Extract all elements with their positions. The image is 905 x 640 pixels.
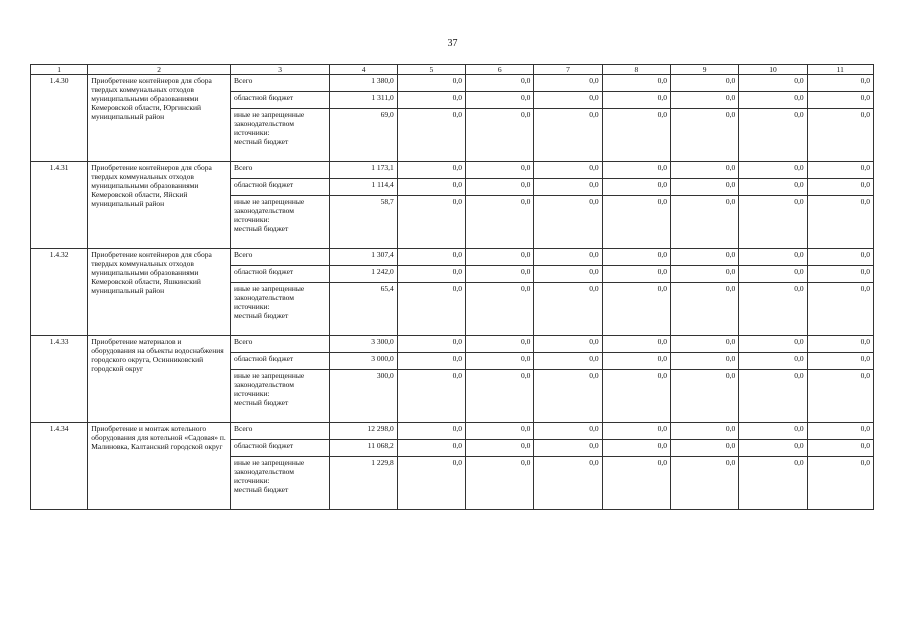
- regional-value: 0,0: [534, 266, 602, 283]
- regional-value: 0,0: [397, 179, 465, 196]
- total-value: 0,0: [534, 249, 602, 266]
- row-name: Приобретение контейнеров для сбора твердых коммунальных отходов муниципальными образованиями Кемеровской области, Яйский муниципальный район: [88, 162, 231, 249]
- regional-value: 0,0: [466, 440, 534, 457]
- local-value: 0,0: [397, 370, 465, 423]
- local-budget-label: местный бюджет: [233, 137, 289, 146]
- page-number: 37: [447, 38, 458, 49]
- local-value: 0,0: [739, 283, 807, 336]
- regional-value: 0,0: [397, 266, 465, 283]
- total-value: 0,0: [397, 249, 465, 266]
- regional-value: 0,0: [602, 179, 670, 196]
- column-number: 2: [88, 65, 231, 75]
- total-value: 0,0: [739, 75, 807, 92]
- local-value: 0,0: [807, 283, 873, 336]
- column-number: 3: [230, 65, 329, 75]
- regional-value: 0,0: [534, 179, 602, 196]
- total-value: 1 380,0: [330, 75, 397, 92]
- total-value: 0,0: [807, 423, 873, 440]
- regional-value: 0,0: [807, 92, 873, 109]
- local-value: 58,7: [330, 196, 397, 249]
- source-label-total: Всего: [230, 423, 329, 440]
- regional-value: 0,0: [466, 353, 534, 370]
- row-name: Приобретение контейнеров для сбора твердых коммунальных отходов муниципальными образованиями Кемеровской области, Яшкинский муниципальный район: [88, 249, 231, 336]
- source-label-regional: областной бюджет: [230, 440, 329, 457]
- other-sources-label: иные не запрещенные законодательством источники:: [233, 371, 305, 398]
- column-number: 8: [602, 65, 670, 75]
- table-row: [31, 249, 874, 266]
- regional-value: 1 242,0: [330, 266, 397, 283]
- local-value: 0,0: [466, 457, 534, 510]
- regional-value: 0,0: [739, 353, 807, 370]
- row-name: Приобретение контейнеров для сбора твердых коммунальных отходов муниципальными образованиями Кемеровской области, Юргинский муниципальный район: [88, 75, 231, 162]
- other-sources-label: иные не запрещенные законодательством источники:: [233, 197, 305, 224]
- table-row: [31, 336, 874, 353]
- source-label-regional: областной бюджет: [230, 353, 329, 370]
- local-value: 0,0: [466, 283, 534, 336]
- regional-value: 0,0: [739, 179, 807, 196]
- local-value: 0,0: [534, 196, 602, 249]
- local-value: 0,0: [534, 370, 602, 423]
- local-value: 0,0: [397, 283, 465, 336]
- total-value: 0,0: [670, 75, 738, 92]
- total-value: 0,0: [466, 336, 534, 353]
- source-label-regional: областной бюджет: [230, 179, 329, 196]
- total-value: 12 298,0: [330, 423, 397, 440]
- regional-value: 0,0: [739, 266, 807, 283]
- total-value: 0,0: [534, 162, 602, 179]
- source-label-total: Всего: [230, 249, 329, 266]
- local-value: 0,0: [739, 370, 807, 423]
- total-value: 0,0: [466, 249, 534, 266]
- local-value: 0,0: [670, 109, 738, 162]
- total-value: 0,0: [397, 162, 465, 179]
- local-budget-label: местный бюджет: [233, 485, 289, 494]
- regional-value: 0,0: [807, 440, 873, 457]
- regional-value: 0,0: [807, 266, 873, 283]
- total-value: 0,0: [670, 249, 738, 266]
- regional-value: 0,0: [602, 266, 670, 283]
- regional-value: 0,0: [466, 179, 534, 196]
- regional-value: 0,0: [670, 353, 738, 370]
- other-sources-label: иные не запрещенные законодательством источники:: [233, 284, 305, 311]
- table-body: [31, 75, 874, 510]
- local-value: 0,0: [807, 196, 873, 249]
- regional-value: 0,0: [602, 92, 670, 109]
- regional-value: 0,0: [670, 92, 738, 109]
- other-sources-label: иные не запрещенные законодательством источники:: [233, 458, 305, 485]
- total-value: 3 300,0: [330, 336, 397, 353]
- local-value: 0,0: [397, 196, 465, 249]
- total-value: 0,0: [602, 423, 670, 440]
- total-value: 0,0: [602, 249, 670, 266]
- total-value: 0,0: [670, 336, 738, 353]
- total-value: 0,0: [466, 75, 534, 92]
- regional-value: 0,0: [670, 266, 738, 283]
- total-value: 0,0: [739, 423, 807, 440]
- regional-value: 0,0: [466, 266, 534, 283]
- total-value: 0,0: [739, 162, 807, 179]
- other-sources-label: иные не запрещенные законодательством источники:: [233, 110, 305, 137]
- row-name: Приобретение материалов и оборудования на объекты водоснабжения городского округа, Осинниковский городской округ: [88, 336, 231, 423]
- row-code: 1.4.33: [31, 336, 88, 423]
- total-value: 0,0: [739, 249, 807, 266]
- table-row: [31, 423, 874, 440]
- local-value: 0,0: [739, 109, 807, 162]
- local-value: 0,0: [534, 457, 602, 510]
- total-value: 0,0: [397, 336, 465, 353]
- local-value: 0,0: [670, 283, 738, 336]
- regional-value: 0,0: [466, 92, 534, 109]
- column-number: 11: [807, 65, 873, 75]
- row-code: 1.4.32: [31, 249, 88, 336]
- total-value: 0,0: [466, 423, 534, 440]
- source-label-regional: областной бюджет: [230, 266, 329, 283]
- regional-value: 0,0: [534, 440, 602, 457]
- regional-value: 0,0: [397, 92, 465, 109]
- source-label-total: Всего: [230, 162, 329, 179]
- total-value: 0,0: [534, 423, 602, 440]
- local-budget-label: местный бюджет: [233, 311, 289, 320]
- source-label-regional: областной бюджет: [230, 92, 329, 109]
- local-value: 0,0: [397, 457, 465, 510]
- local-value: 0,0: [534, 109, 602, 162]
- total-value: 0,0: [397, 75, 465, 92]
- total-value: 0,0: [534, 75, 602, 92]
- column-number: 5: [397, 65, 465, 75]
- local-value: 0,0: [739, 196, 807, 249]
- regional-value: 0,0: [534, 92, 602, 109]
- regional-value: 0,0: [670, 440, 738, 457]
- column-number: 4: [330, 65, 397, 75]
- regional-value: 11 068,2: [330, 440, 397, 457]
- local-value: 0,0: [466, 109, 534, 162]
- local-value: 0,0: [602, 196, 670, 249]
- regional-value: 1 311,0: [330, 92, 397, 109]
- total-value: 0,0: [670, 423, 738, 440]
- local-value: 0,0: [807, 109, 873, 162]
- source-label-other: [230, 196, 329, 249]
- budget-table: [30, 64, 874, 510]
- local-value: 69,0: [330, 109, 397, 162]
- regional-value: 3 000,0: [330, 353, 397, 370]
- source-label-other: [230, 457, 329, 510]
- source-label-total: Всего: [230, 75, 329, 92]
- local-value: 0,0: [670, 457, 738, 510]
- regional-value: 0,0: [397, 440, 465, 457]
- local-value: 1 229,8: [330, 457, 397, 510]
- total-value: 0,0: [670, 162, 738, 179]
- total-value: 0,0: [397, 423, 465, 440]
- total-value: 1 173,1: [330, 162, 397, 179]
- regional-value: 0,0: [807, 353, 873, 370]
- column-number: 1: [31, 65, 88, 75]
- total-value: 1 307,4: [330, 249, 397, 266]
- local-budget-label: местный бюджет: [233, 398, 289, 407]
- local-value: 0,0: [739, 457, 807, 510]
- regional-value: 0,0: [534, 353, 602, 370]
- local-value: 0,0: [670, 370, 738, 423]
- total-value: 0,0: [602, 336, 670, 353]
- total-value: 0,0: [807, 336, 873, 353]
- total-value: 0,0: [807, 162, 873, 179]
- total-value: 0,0: [602, 162, 670, 179]
- regional-value: 0,0: [807, 179, 873, 196]
- local-value: 65,4: [330, 283, 397, 336]
- column-number: 7: [534, 65, 602, 75]
- row-code: 1.4.30: [31, 75, 88, 162]
- column-number-row: [31, 65, 874, 75]
- row-code: 1.4.34: [31, 423, 88, 510]
- local-value: 0,0: [602, 370, 670, 423]
- total-value: 0,0: [807, 249, 873, 266]
- total-value: 0,0: [534, 336, 602, 353]
- total-value: 0,0: [602, 75, 670, 92]
- regional-value: 0,0: [602, 353, 670, 370]
- local-value: 0,0: [602, 283, 670, 336]
- total-value: 0,0: [466, 162, 534, 179]
- local-value: 300,0: [330, 370, 397, 423]
- table-row: [31, 75, 874, 92]
- regional-value: 1 114,4: [330, 179, 397, 196]
- column-number: 6: [466, 65, 534, 75]
- local-value: 0,0: [466, 370, 534, 423]
- source-label-other: [230, 370, 329, 423]
- source-label-other: [230, 109, 329, 162]
- row-name: Приобретение и монтаж котельного оборудования для котельной «Садовая» п. Малиновка, Калтанский городской округ: [88, 423, 231, 510]
- local-value: 0,0: [397, 109, 465, 162]
- column-number: 10: [739, 65, 807, 75]
- local-value: 0,0: [534, 283, 602, 336]
- local-budget-label: местный бюджет: [233, 224, 289, 233]
- regional-value: 0,0: [397, 353, 465, 370]
- local-value: 0,0: [602, 457, 670, 510]
- local-value: 0,0: [807, 370, 873, 423]
- source-label-total: Всего: [230, 336, 329, 353]
- regional-value: 0,0: [602, 440, 670, 457]
- source-label-other: [230, 283, 329, 336]
- local-value: 0,0: [670, 196, 738, 249]
- regional-value: 0,0: [670, 179, 738, 196]
- local-value: 0,0: [807, 457, 873, 510]
- local-value: 0,0: [602, 109, 670, 162]
- regional-value: 0,0: [739, 440, 807, 457]
- table-row: [31, 162, 874, 179]
- row-code: 1.4.31: [31, 162, 88, 249]
- local-value: 0,0: [466, 196, 534, 249]
- total-value: 0,0: [807, 75, 873, 92]
- regional-value: 0,0: [739, 92, 807, 109]
- total-value: 0,0: [739, 336, 807, 353]
- column-number: 9: [670, 65, 738, 75]
